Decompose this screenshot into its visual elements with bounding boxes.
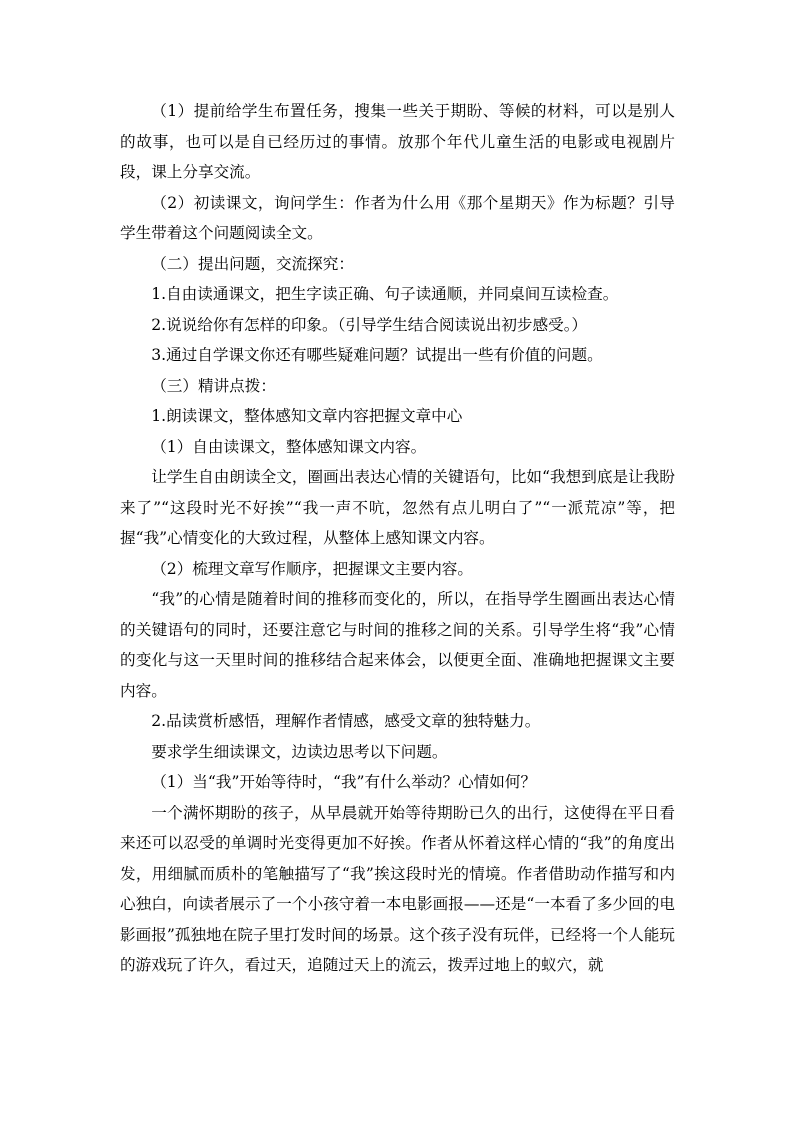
paragraph-key-sentences: 让学生自由朗读全文，圈画出表达心情的关键语句，比如“我想到底是让我盼来了”“这段时光不好挨”“我一声不吭，忽然有点儿明白了”“一派荒凉”等，把握“我”心情变化的大致过程，从整体上感知课文内容。 bbox=[120, 468, 675, 547]
subitem-writing-order: （2）梳理文章写作顺序，把握课文主要内容。 bbox=[151, 559, 473, 578]
subitem-free-reading: （1）自由读课文，整体感知课文内容。 bbox=[151, 437, 427, 456]
section-heading-questions: （二）提出问题，交流探究： bbox=[151, 254, 354, 273]
subheading-read-aloud: 1.朗读课文，整体感知文章内容把握文章中心 bbox=[151, 407, 463, 425]
document-body bbox=[120, 96, 675, 981]
list-item-2: 2.说说给你有怎样的印象。（引导学生结合阅读说出初步感受。） bbox=[151, 315, 588, 334]
paragraph-analysis: 一个满怀期盼的孩子，从早晨就开始等待期盼已久的出行，这使得在平日看来还可以忍受的单调时光变得更加不好挨。作者从怀着这样心情的“我”的角度出发，用细腻而质朴的笔触描写了“我”挨这段时光的情境。作者借助动作描写和内心独白，向读者展示了一个小孩守着一本电影画报——还是“一本看了多少回的电影画报”孤独地在院子里打发时间的场景。这个孩子没有玩伴，已经将一个人能玩的游戏玩了许久，看过天，追随过天上的流云，拨弄过地上的蚁穴，就 bbox=[120, 803, 675, 974]
paragraph-prep-task: （1）提前给学生布置任务，搜集一些关于期盼、等候的材料，可以是别人的故事，也可以是自已经历过的事情。放那个年代儿童生活的电影或电视剧片段，课上分享交流。 bbox=[120, 102, 675, 181]
list-item-3: 3.通过自学课文你还有哪些疑难问题？试提出一些有价值的问题。 bbox=[151, 346, 603, 364]
list-item-1: 1.自由读通课文，把生字读正确、句子读通顺，并同桌间互读检查。 bbox=[151, 285, 619, 303]
section-heading-guidance: （三）精讲点拨： bbox=[151, 376, 276, 395]
question-waiting: （1）当“我”开始等待时，“我”有什么举动？心情如何？ bbox=[151, 773, 537, 791]
paragraph-close-reading: 要求学生细读课文，边读边思考以下问题。 bbox=[151, 742, 448, 761]
subheading-appreciation: 2.品读赏析感悟，理解作者情感，感受文章的独特魅力。 bbox=[151, 712, 541, 730]
paragraph-first-reading: （2）初读课文，询问学生：作者为什么用《那个星期天》作为标题？引导学生带着这个问题阅读全文。 bbox=[120, 193, 675, 242]
paragraph-mood-and-time: “我”的心情是随着时间的推移而变化的，所以，在指导学生圈画出表达心情的关键语句的同时，还要注意它与时间的推移之间的关系。引导学生将“我”心情的变化与这一天里时间的推移结合起来体会，以便更全面、准确地把握课文主要内容。 bbox=[120, 590, 675, 700]
